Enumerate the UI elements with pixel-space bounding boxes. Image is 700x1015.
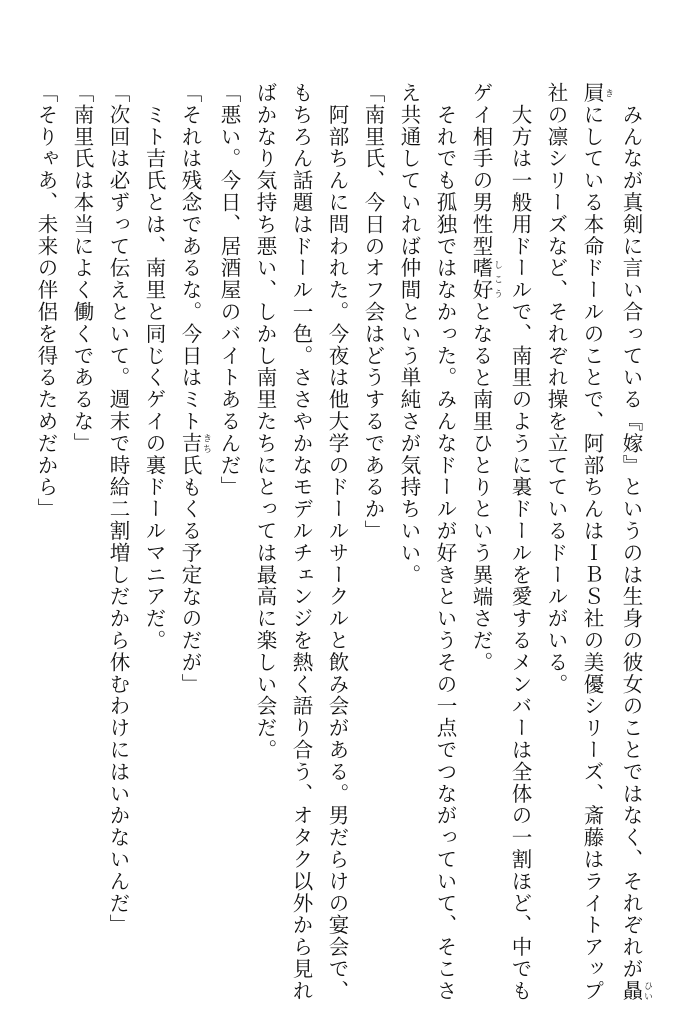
furigana-base: 贔 (619, 979, 643, 1002)
text-line (613, 82, 652, 1002)
text-line (391, 82, 427, 962)
text-run: 大方は一般用ドールで、南里のように裏ドールを愛するメンバーは全体の一割ほど、中でも (508, 82, 532, 1002)
text-run: 「そりゃあ、未来の伴侶を得るためだから」 (34, 82, 58, 520)
text-run: ばかなり気持ち悪い、しかし南里たちにとっては最高に楽しい会だ。 (253, 82, 277, 761)
furigana-reading: ひい (642, 979, 652, 1002)
furigana-word (619, 979, 652, 1002)
text-line (502, 82, 538, 1002)
text-line (64, 82, 100, 962)
text-run: それでも孤独ではなかった。みんなドールが好きというその一点でつながっていて、そこさ (433, 82, 457, 1002)
furigana-word (580, 82, 613, 104)
text-run: にしている本命ドールのことで、阿部ちんはＩＢＳ社の美優シリーズ、斎藤はライトアップ (580, 103, 604, 1002)
text-run: 「それは残念であるな。今日はミト (178, 82, 202, 433)
text-line (355, 82, 391, 962)
text-line (247, 82, 283, 962)
furigana-base: 嗜好 (469, 257, 493, 302)
text-run: 「南里氏は本当によく働くであるな」 (70, 82, 94, 455)
text-line (28, 82, 64, 962)
text-line (136, 82, 172, 962)
furigana-reading: しこう (492, 257, 502, 302)
text-line (319, 82, 355, 1002)
furigana-base: 屓 (580, 82, 604, 104)
furigana-reading: きち (201, 432, 211, 455)
text-line (283, 82, 319, 1002)
furigana-reading: き (603, 82, 613, 104)
text-run: 社の凛シリーズなど、それぞれ操を立てているドールがいる。 (544, 82, 568, 696)
text-run: 阿部ちんに問われた。今夜は他大学のドールサークルと飲み会がある。男だらけの宴会で、 (325, 82, 349, 1002)
vertical-text-body (32, 82, 652, 1002)
text-run: 「悪い。今日、居酒屋のバイトあるんだ」 (217, 82, 241, 499)
furigana-word (469, 257, 502, 302)
text-run: 「南里氏、今日のオフ会はどうするであるか」 (361, 82, 385, 542)
text-line (538, 82, 574, 962)
text-line (172, 82, 211, 962)
text-line (574, 82, 613, 1002)
text-run: 氏もくる予定なのだが」 (178, 454, 202, 696)
text-line (211, 82, 247, 962)
text-line (100, 82, 136, 962)
text-run: みんなが真剣に言い合っている『嫁』というのは生身の彼女のことではなく、それぞれが (619, 82, 643, 980)
text-run: 「次回は必ずって伝えといて。週末で時給二割増しだから休むわけにはいかないんだ」 (106, 82, 130, 937)
furigana-base: 吉 (178, 432, 202, 455)
text-run: となると南里ひとりという異端さだ。 (469, 301, 493, 674)
text-run: ミト吉氏とは、南里と同じくゲイの裏ドールマニアだ。 (142, 82, 166, 652)
text-run: ゲイ相手の男性型 (469, 82, 493, 258)
text-run: もちろん話題はドール一色。ささやかなモデルチェンジを熱く語り合う、オタク以外から見れ (289, 82, 313, 1002)
text-line (463, 82, 502, 962)
furigana-word (178, 432, 211, 455)
text-run: え共通していれば仲間という単純さが気持ちいい。 (397, 82, 421, 586)
text-line (427, 82, 463, 1002)
